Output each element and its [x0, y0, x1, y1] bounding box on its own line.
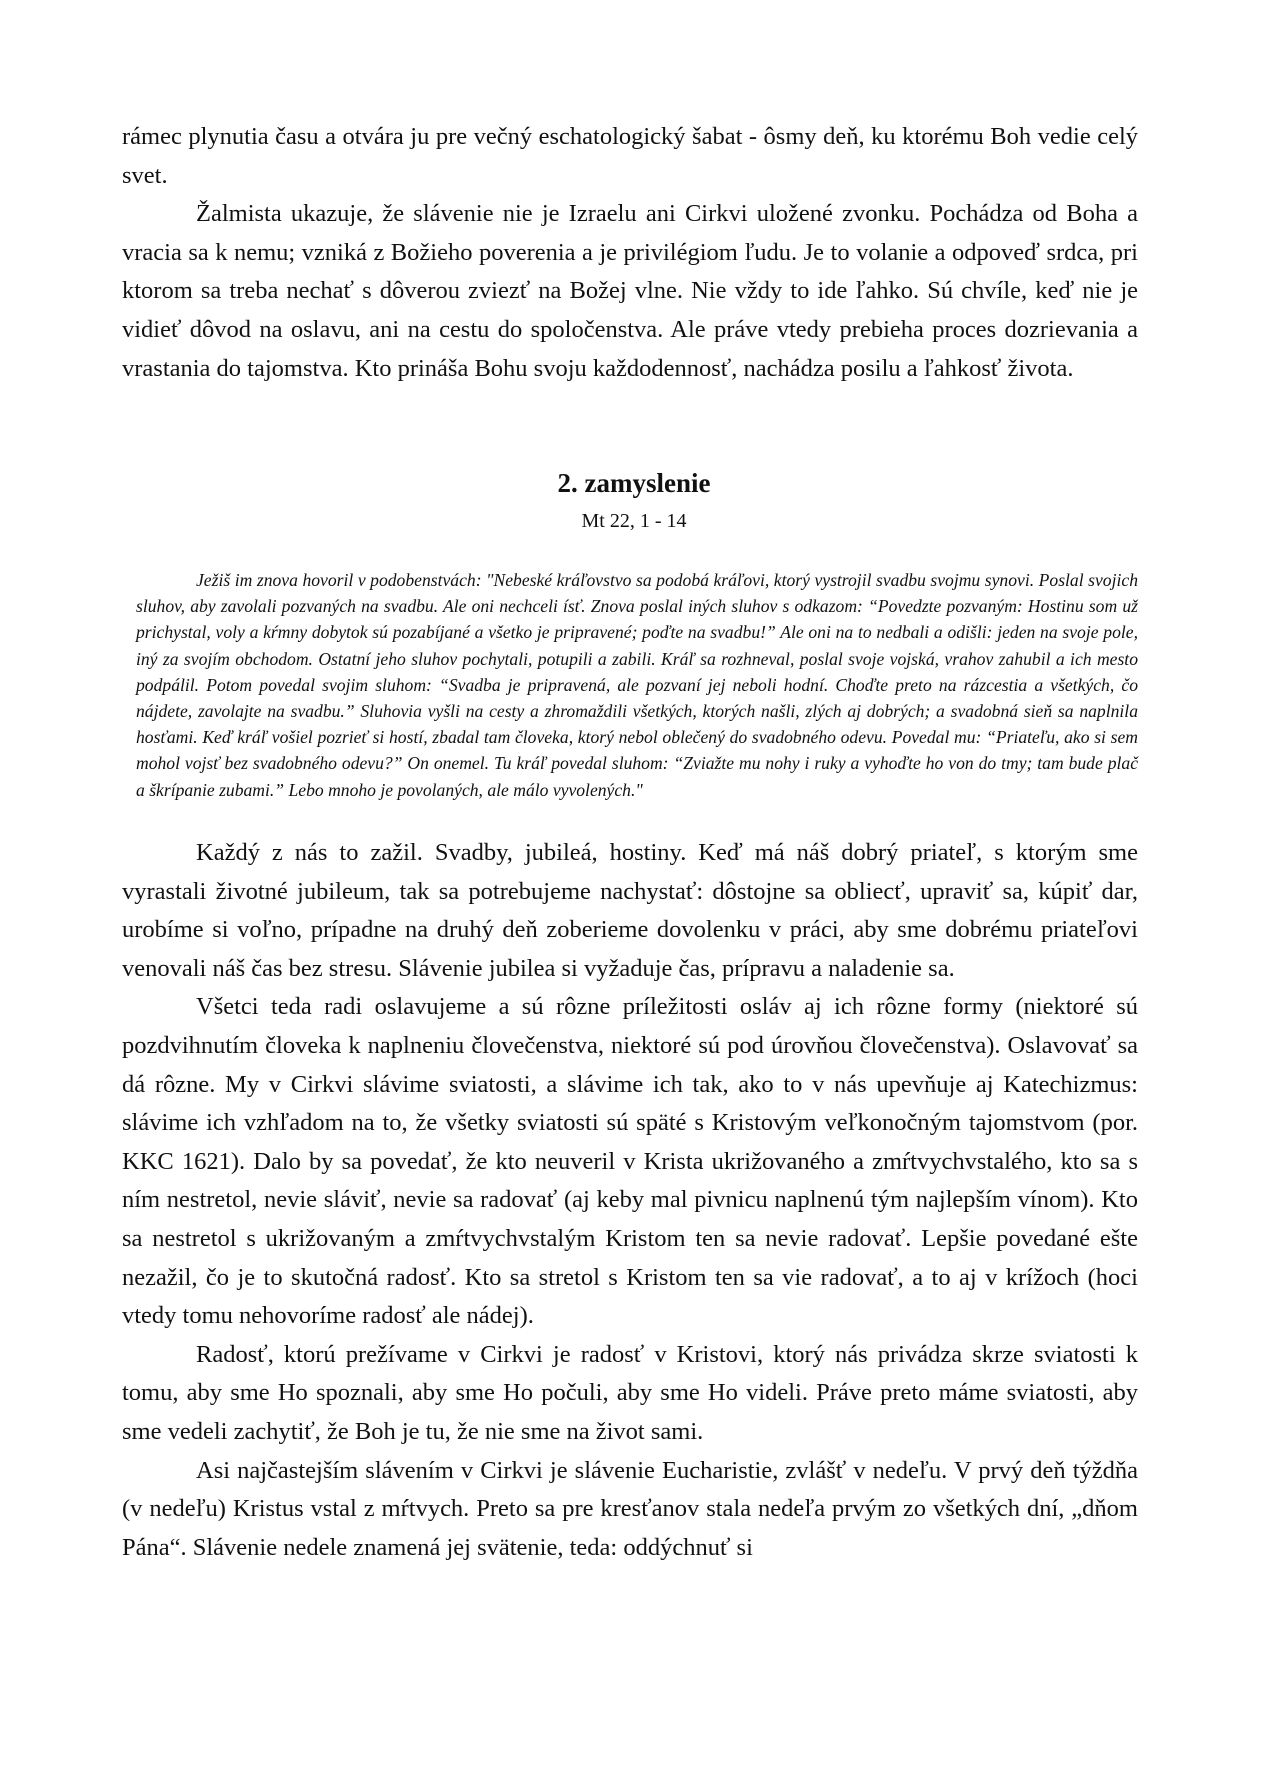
reflection-paragraph-1: Každý z nás to zažil. Svadby, jubileá, hostiny. Keď má náš dobrý priateľ, s ktorým sme vyrastali životné jubileum, tak sa potrebujeme nachystať: dôstojne sa obliecť, upraviť sa, kúpiť dar, urobíme si voľno, prípadne na druhý deň zoberieme dovolenku v práci, aby sme dobrému priateľovi venovali náš čas bez stresu. Slávenie jubilea si vyžaduje čas, prípravu a naladenie sa.	[122, 839, 1138, 982]
intro-paragraph-1: rámec plynutia času a otvára ju pre večný eschatologický šabat - ôsmy deň, ku ktorému Boh vedie celý svet.	[122, 123, 1138, 189]
reflection-paragraph-3: Radosť, ktorú prežívame v Cirkvi je radosť v Kristovi, ktorý nás privádza skrze sviatosti k tomu, aby sme Ho spoznali, aby sme Ho počuli, aby sme Ho videli. Práve preto máme sviatosti, aby sme vedeli zachytiť, že Boh je tu, že nie sme na život sami.	[122, 1340, 1138, 1445]
section-heading: 2. zamyslenie	[557, 468, 711, 498]
reflection-paragraph-2: Všetci teda radi oslavujeme a sú rôzne príležitosti osláv aj ich rôzne formy (niektoré sú pozdvihnutím človeka k naplneniu človečenstva, niektoré sú pod úrovňou človečenstva). Oslavovať sa dá rôzne. My v Cirkvi slávime sviatosti, a slávime ich tak, ako to v nás upevňuje aj Katechizmus: slávime ich vzhľadom na to, že všetky sviatosti sú späté s Kristovým veľkonočným tajomstvom (por. KKC 1621). Dalo by sa povedať, že kto neuveril v Krista ukrižovaného a zmŕtvychvstalého, kto sa s ním nestretol, nevie sláviť, nevie sa radovať (aj keby mal pivnicu naplnenú tým najlepším vínom). Kto sa nestretol s ukrižovaným a zmŕtvychvstalým Kristom ten sa nevie radovať. Lepšie povedané ešte nezažil, čo je to skutočná radosť. Kto sa stretol s Kristom ten sa vie radovať, a to aj v krížoch (hoci vtedy tomu nehovoríme radosť ale nádej).	[122, 993, 1138, 1330]
intro-paragraph-2: Žalmista ukazuje, že slávenie nie je Izraelu ani Cirkvi uložené zvonku. Pochádza od Boha a vracia sa k nemu; vzniká z Božieho poverenia a je privilégiom ľudu. Je to volanie a odpoveď srdca, pri ktorom sa treba nechať s dôverou zviezť na Božej vlne. Nie vždy to ide ľahko. Sú chvíle, keď nie je vidieť dôvod na oslavu, ani na cestu do spoločenstva. Ale práve vtedy prebieha proces dozrievania a vrastania do tajomstva. Kto prináša Bohu svoju každodennosť, nachádza posilu a ľahkosť života.	[122, 200, 1138, 382]
reflection-paragraph-4: Asi najčastejším slávením v Cirkvi je slávenie Eucharistie, zvlášť v nedeľu. V prvý deň týždňa (v nedeľu) Kristus vstal z mŕtvych. Preto sa pre kresťanov stala nedeľa prvým zo všetkých dní, „dňom Pána“. Slávenie nedele znamená jej svätenie, teda: oddýchnuť si	[122, 1456, 1138, 1561]
intro-text-block	[122, 118, 1138, 388]
scripture-reference: Mt 22, 1 - 14	[581, 510, 687, 532]
reflection-text-block	[122, 834, 1138, 1567]
scripture-quote: Ježiš im znova hovoril v podobenstvách: "Nebeské kráľovstvo sa podobá kráľovi, ktorý vystrojil svadbu svojmu synovi. Poslal svojich sluhov, aby zavolali pozvaných na svadbu. Ale oni nechceli ísť. Znova poslal iných sluhov s odkazom: “Povedzte pozvaným: Hostinu som už prichystal, voly a kŕmny dobytok sú pozabíjané a všetko je pripravené; poďte na svadbu!” Ale oni na to nedbali a odišli: jeden na svoje pole, iný za svojím obchodom. Ostatní jeho sluhov pochytali, potupili a zabili. Kráľ sa rozhneval, poslal svoje vojská, vrahov zahubil a ich mesto podpálil. Potom povedal svojim sluhom: “Svadba je pripravená, ale pozvaní jej neboli hodní. Choďte preto na rázcestia a všetkých, čo nájdete, zavolajte na svadbu.” Sluhovia vyšli na cesty a zhromaždili všetkých, ktorých našli, zlých aj dobrých; a svadobná sieň sa naplnila hosťami. Keď kráľ vošiel pozrieť si hostí, zbadal tam človeka, ktorý nebol oblečený do svadobného odevu. Povedal mu: “Priateľu, ako si sem mohol vojsť bez svadobného odevu?” On onemel. Tu kráľ povedal sluhom: “Zviažte mu nohy i ruky a vyhoďte ho von do tmy; tam bude plač a škrípanie zubami.” Lebo mnoho je povolaných, ale málo vyvolených."	[136, 570, 1138, 800]
